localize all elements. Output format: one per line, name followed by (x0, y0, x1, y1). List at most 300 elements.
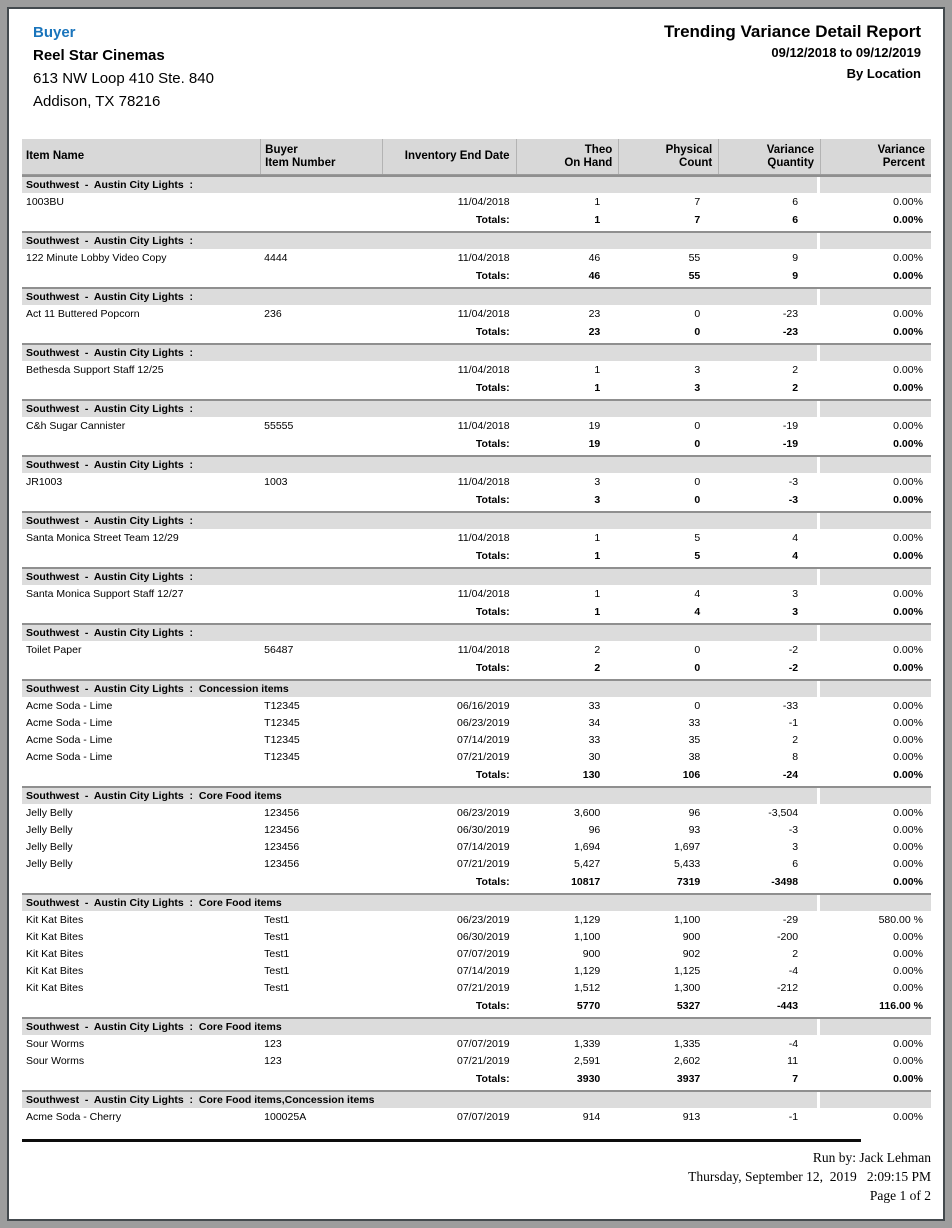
cell-buyer-item-number: T12345 (264, 699, 300, 712)
cell-variance-percent: 0.00% (893, 750, 923, 763)
cell-variance-percent: 0.00% (893, 964, 923, 977)
cell-item-name: Santa Monica Street Team 12/29 (26, 531, 179, 544)
totals-theo-on-hand: 130 (582, 768, 601, 781)
group-header-label: Southwest - Austin City Lights : (26, 179, 194, 191)
group-header-cell-variance-percent (820, 401, 931, 417)
cell-variance-percent: 0.00% (893, 363, 923, 376)
column-header-label: Variance (766, 143, 815, 156)
group-header-cell-variance-percent (820, 681, 931, 697)
group-header-label: Southwest - Austin City Lights : Core Food items (26, 897, 282, 909)
cell-inventory-end-date: 11/04/2018 (457, 531, 510, 544)
report-group (22, 567, 931, 621)
cell-inventory-end-date: 07/14/2019 (457, 733, 510, 746)
group-header-label: Southwest - Austin City Lights : Core Food items (26, 1021, 282, 1033)
cell-buyer-item-number: 4444 (264, 251, 288, 264)
totals-variance-quantity: -3 (788, 493, 799, 506)
cell-buyer-item-number: T12345 (264, 716, 300, 729)
cell-physical-count: 1,125 (673, 964, 701, 977)
totals-physical-count: 0 (694, 661, 701, 674)
totals-variance-percent: 0.00% (893, 381, 923, 394)
totals-variance-quantity: -2 (788, 661, 799, 674)
cell-buyer-item-number: Test1 (264, 930, 290, 943)
cell-physical-count: 55 (688, 251, 701, 264)
cell-theo-on-hand: 46 (588, 251, 601, 264)
totals-theo-on-hand: 10817 (571, 875, 601, 888)
group-header-label: Southwest - Austin City Lights : Core Food items,Concession items (26, 1094, 375, 1106)
cell-variance-quantity: 2 (792, 363, 799, 376)
totals-variance-quantity: -19 (782, 437, 799, 450)
totals-physical-count: 0 (694, 437, 701, 450)
cell-buyer-item-number: 56487 (264, 643, 294, 656)
table-row (22, 911, 931, 928)
report-title-block (664, 21, 921, 113)
table-row (22, 585, 931, 602)
report-group (22, 455, 931, 509)
cell-variance-quantity: -1 (788, 716, 799, 729)
group-header-cell (22, 1092, 817, 1108)
group-header-row (22, 788, 931, 804)
report-grouping: By Location (846, 66, 921, 81)
table-row (22, 529, 931, 546)
cell-theo-on-hand: 3 (594, 475, 601, 488)
cell-variance-percent: 0.00% (893, 251, 923, 264)
cell-item-name: Acme Soda - Lime (26, 733, 113, 746)
cell-buyer-item-number: 123456 (264, 840, 300, 853)
group-header-row (22, 513, 931, 529)
cell-theo-on-hand: 1 (594, 587, 601, 600)
cell-variance-quantity: 8 (792, 750, 799, 763)
cell-buyer-item-number: T12345 (264, 733, 300, 746)
totals-variance-percent: 0.00% (893, 493, 923, 506)
cell-inventory-end-date: 06/23/2019 (457, 716, 510, 729)
cell-variance-quantity: -4 (788, 1037, 799, 1050)
group-header-row (22, 1019, 931, 1035)
group-header-cell-variance-percent (820, 513, 931, 529)
cell-physical-count: 96 (688, 806, 701, 819)
cell-inventory-end-date: 06/23/2019 (457, 913, 510, 926)
cell-item-name: Jelly Belly (26, 857, 73, 870)
totals-label: Totals: (475, 768, 510, 781)
cell-item-name: C&h Sugar Cannister (26, 419, 126, 432)
cell-physical-count: 913 (682, 1110, 701, 1123)
cell-variance-quantity: -212 (777, 981, 799, 994)
cell-theo-on-hand: 5,427 (573, 857, 601, 870)
cell-theo-on-hand: 33 (588, 733, 601, 746)
report-group (22, 1017, 931, 1088)
totals-variance-percent: 0.00% (893, 325, 923, 338)
totals-row (22, 996, 931, 1015)
cell-theo-on-hand: 1,339 (573, 1037, 601, 1050)
table-header-row (22, 139, 931, 175)
cell-variance-quantity: -200 (777, 930, 799, 943)
cell-physical-count: 1,300 (673, 981, 701, 994)
cell-inventory-end-date: 11/04/2018 (457, 307, 510, 320)
totals-physical-count: 3937 (676, 1072, 701, 1085)
cell-inventory-end-date: 11/04/2018 (457, 587, 510, 600)
table-row (22, 748, 931, 765)
totals-variance-percent: 0.00% (893, 661, 923, 674)
group-header-label: Southwest - Austin City Lights : (26, 627, 194, 639)
buyer-block (33, 21, 214, 113)
cell-theo-on-hand: 1,129 (573, 964, 601, 977)
cell-item-name: Jelly Belly (26, 806, 73, 819)
buyer-label: Buyer (33, 24, 76, 41)
cell-physical-count: 0 (694, 419, 701, 432)
buyer-name: Reel Star Cinemas (33, 47, 165, 64)
cell-inventory-end-date: 11/04/2018 (457, 643, 510, 656)
cell-physical-count: 902 (682, 947, 701, 960)
cell-item-name: Kit Kat Bites (26, 930, 84, 943)
cell-theo-on-hand: 1,100 (573, 930, 601, 943)
table-row (22, 838, 931, 855)
table-row (22, 1108, 931, 1125)
cell-item-name: Act 11 Buttered Popcorn (26, 307, 140, 320)
table-row (22, 731, 931, 748)
cell-physical-count: 93 (688, 823, 701, 836)
cell-variance-quantity: -3 (788, 823, 799, 836)
column-header-item-name (22, 139, 260, 174)
cell-item-name: Bethesda Support Staff 12/25 (26, 363, 164, 376)
cell-variance-percent: 0.00% (893, 587, 923, 600)
cell-item-name: Santa Monica Support Staff 12/27 (26, 587, 184, 600)
group-header-row (22, 233, 931, 249)
cell-inventory-end-date: 06/30/2019 (457, 823, 510, 836)
cell-buyer-item-number: 123 (264, 1054, 282, 1067)
column-header-label: Percent (882, 156, 925, 169)
cell-variance-quantity: -3,504 (768, 806, 799, 819)
cell-variance-percent: 0.00% (893, 857, 923, 870)
cell-variance-percent: 0.00% (893, 531, 923, 544)
totals-variance-percent: 0.00% (893, 213, 923, 226)
totals-physical-count: 3 (694, 381, 701, 394)
cell-buyer-item-number: 236 (264, 307, 282, 320)
cell-variance-percent: 0.00% (893, 699, 923, 712)
totals-physical-count: 55 (688, 269, 701, 282)
column-header-label: Item Number (265, 156, 336, 169)
group-header-cell-variance-percent (820, 177, 931, 193)
group-header-row (22, 681, 931, 697)
group-header-label: Southwest - Austin City Lights : (26, 515, 194, 527)
cell-buyer-item-number: Test1 (264, 947, 290, 960)
totals-theo-on-hand: 2 (594, 661, 601, 674)
cell-physical-count: 0 (694, 307, 701, 320)
totals-label: Totals: (475, 269, 510, 282)
report-group (22, 623, 931, 677)
report-header (9, 9, 943, 113)
cell-variance-percent: 0.00% (893, 981, 923, 994)
cell-buyer-item-number: 123456 (264, 806, 300, 819)
cell-variance-percent: 0.00% (893, 195, 923, 208)
cell-inventory-end-date: 06/23/2019 (457, 806, 510, 819)
totals-variance-quantity: 9 (792, 269, 799, 282)
cell-inventory-end-date: 07/21/2019 (457, 750, 510, 763)
totals-variance-percent: 0.00% (893, 605, 923, 618)
group-header-label: Southwest - Austin City Lights : (26, 403, 194, 415)
totals-physical-count: 5 (694, 549, 701, 562)
totals-theo-on-hand: 1 (594, 213, 601, 226)
cell-item-name: Acme Soda - Lime (26, 716, 113, 729)
cell-item-name: Kit Kat Bites (26, 947, 84, 960)
totals-physical-count: 4 (694, 605, 701, 618)
group-header-cell (22, 457, 817, 473)
totals-theo-on-hand: 1 (594, 605, 601, 618)
cell-theo-on-hand: 2 (594, 643, 601, 656)
cell-theo-on-hand: 2,591 (573, 1054, 601, 1067)
totals-label: Totals: (475, 437, 510, 450)
cell-buyer-item-number: T12345 (264, 750, 300, 763)
cell-variance-quantity: -3 (788, 475, 799, 488)
column-header-label: Quantity (767, 156, 815, 169)
table-row (22, 697, 931, 714)
group-header-cell-variance-percent (820, 345, 931, 361)
cell-physical-count: 38 (688, 750, 701, 763)
totals-variance-quantity: -3498 (771, 875, 799, 888)
report-group (22, 399, 931, 453)
cell-theo-on-hand: 914 (582, 1110, 601, 1123)
group-header-label: Southwest - Austin City Lights : (26, 347, 194, 359)
group-header-cell-variance-percent (820, 457, 931, 473)
cell-physical-count: 33 (688, 716, 701, 729)
cell-variance-quantity: 6 (792, 857, 799, 870)
cell-variance-quantity: -23 (782, 307, 799, 320)
totals-row (22, 210, 931, 229)
table-row (22, 979, 931, 996)
cell-theo-on-hand: 34 (588, 716, 601, 729)
column-header-theo-on-hand (516, 139, 619, 174)
totals-theo-on-hand: 3 (594, 493, 601, 506)
cell-item-name: JR1003 (26, 475, 63, 488)
cell-theo-on-hand: 1,512 (573, 981, 601, 994)
cell-item-name: Acme Soda - Cherry (26, 1110, 122, 1123)
totals-variance-quantity: 4 (792, 549, 799, 562)
buyer-address-line-1: 613 NW Loop 410 Ste. 840 (33, 70, 214, 87)
group-header-cell (22, 289, 817, 305)
totals-theo-on-hand: 23 (588, 325, 601, 338)
cell-inventory-end-date: 07/21/2019 (457, 857, 510, 870)
cell-inventory-end-date: 07/07/2019 (457, 947, 510, 960)
cell-variance-percent: 0.00% (893, 947, 923, 960)
group-header-cell (22, 895, 817, 911)
group-header-cell (22, 345, 817, 361)
report-group (22, 786, 931, 891)
cell-variance-percent: 580.00 % (878, 913, 923, 926)
column-header-variance-percent (820, 139, 931, 174)
cell-item-name: Jelly Belly (26, 840, 73, 853)
cell-physical-count: 5 (694, 531, 701, 544)
group-header-row (22, 457, 931, 473)
totals-theo-on-hand: 19 (588, 437, 601, 450)
table-row (22, 804, 931, 821)
totals-row (22, 872, 931, 891)
totals-physical-count: 106 (682, 768, 701, 781)
column-header-label: Variance (877, 143, 925, 156)
table-row (22, 305, 931, 322)
cell-buyer-item-number: 123456 (264, 823, 300, 836)
footer-run-by: Run by: Jack Lehman (812, 1150, 931, 1165)
cell-inventory-end-date: 11/04/2018 (457, 363, 510, 376)
totals-variance-percent: 0.00% (893, 549, 923, 562)
report-group (22, 1090, 931, 1125)
cell-physical-count: 1,335 (673, 1037, 701, 1050)
cell-item-name: Toilet Paper (26, 643, 82, 656)
table-row (22, 714, 931, 731)
cell-inventory-end-date: 07/07/2019 (457, 1037, 510, 1050)
totals-variance-percent: 0.00% (893, 875, 923, 888)
cell-physical-count: 4 (694, 587, 701, 600)
table-row (22, 1052, 931, 1069)
totals-physical-count: 0 (694, 325, 701, 338)
report-group (22, 231, 931, 285)
cell-theo-on-hand: 1 (594, 531, 601, 544)
report-group (22, 679, 931, 784)
cell-item-name: 122 Minute Lobby Video Copy (26, 251, 167, 264)
cell-item-name: Kit Kat Bites (26, 964, 84, 977)
cell-variance-quantity: -33 (782, 699, 799, 712)
cell-item-name: 1003BU (26, 195, 64, 208)
cell-physical-count: 3 (694, 363, 701, 376)
group-header-row (22, 1092, 931, 1108)
group-header-cell (22, 788, 817, 804)
totals-variance-percent: 0.00% (893, 768, 923, 781)
totals-theo-on-hand: 1 (594, 549, 601, 562)
group-header-cell (22, 1019, 817, 1035)
column-header-inventory-end-date (382, 139, 516, 174)
column-header-physical-count (618, 139, 718, 174)
group-header-cell (22, 513, 817, 529)
totals-row (22, 1069, 931, 1088)
totals-row (22, 490, 931, 509)
cell-variance-quantity: 2 (792, 947, 799, 960)
table-row (22, 249, 931, 266)
group-header-cell (22, 569, 817, 585)
group-header-cell (22, 625, 817, 641)
report-group (22, 893, 931, 1015)
totals-label: Totals: (475, 661, 510, 674)
cell-inventory-end-date: 11/04/2018 (457, 251, 510, 264)
totals-variance-quantity: 2 (792, 381, 799, 394)
totals-variance-quantity: 6 (792, 213, 799, 226)
column-header-buyer-item-number (260, 139, 382, 174)
cell-variance-quantity: 2 (792, 733, 799, 746)
group-header-label: Southwest - Austin City Lights : (26, 459, 194, 471)
totals-label: Totals: (475, 381, 510, 394)
group-header-cell-variance-percent (820, 569, 931, 585)
cell-buyer-item-number: 100025A (264, 1110, 307, 1123)
cell-theo-on-hand: 30 (588, 750, 601, 763)
cell-variance-quantity: -19 (782, 419, 799, 432)
cell-physical-count: 1,100 (673, 913, 701, 926)
report-group (22, 287, 931, 341)
cell-buyer-item-number: Test1 (264, 981, 290, 994)
cell-variance-percent: 0.00% (893, 1037, 923, 1050)
cell-inventory-end-date: 07/14/2019 (457, 964, 510, 977)
cell-variance-percent: 0.00% (893, 475, 923, 488)
totals-variance-quantity: -443 (777, 999, 799, 1012)
group-header-cell (22, 401, 817, 417)
cell-variance-quantity: 4 (792, 531, 799, 544)
totals-label: Totals: (475, 1072, 510, 1085)
cell-item-name: Sour Worms (26, 1037, 85, 1050)
cell-theo-on-hand: 1 (594, 195, 601, 208)
totals-row (22, 546, 931, 565)
report-group (22, 175, 931, 229)
column-header-variance-quantity (718, 139, 820, 174)
table-row (22, 641, 931, 658)
totals-variance-quantity: 3 (792, 605, 799, 618)
report-date-range: 09/12/2018 to 09/12/2019 (771, 45, 921, 60)
totals-row (22, 434, 931, 453)
totals-label: Totals: (475, 549, 510, 562)
column-header-label: Buyer (265, 143, 298, 156)
buyer-address-line-2: Addison, TX 78216 (33, 93, 161, 110)
totals-variance-quantity: -24 (782, 768, 799, 781)
cell-physical-count: 7 (694, 195, 701, 208)
group-header-row (22, 289, 931, 305)
table-row (22, 473, 931, 490)
cell-variance-percent: 0.00% (893, 643, 923, 656)
cell-variance-percent: 0.00% (893, 733, 923, 746)
report-title: Trending Variance Detail Report (664, 22, 921, 41)
cell-theo-on-hand: 33 (588, 699, 601, 712)
cell-variance-percent: 0.00% (893, 930, 923, 943)
report-footer (22, 1139, 931, 1205)
footer-divider (22, 1139, 861, 1142)
cell-physical-count: 5,433 (673, 857, 701, 870)
report-page (7, 7, 945, 1221)
column-header-label: Theo (584, 143, 613, 156)
cell-physical-count: 0 (694, 643, 701, 656)
totals-label: Totals: (475, 999, 510, 1012)
column-header-label: Count (679, 156, 713, 169)
group-header-label: Southwest - Austin City Lights : Concession items (26, 683, 289, 695)
table-row (22, 945, 931, 962)
cell-buyer-item-number: Test1 (264, 913, 290, 926)
cell-variance-percent: 0.00% (893, 1054, 923, 1067)
totals-variance-quantity: -23 (782, 325, 799, 338)
cell-inventory-end-date: 11/04/2018 (457, 419, 510, 432)
cell-theo-on-hand: 1 (594, 363, 601, 376)
cell-inventory-end-date: 06/16/2019 (457, 699, 510, 712)
table-row (22, 962, 931, 979)
cell-variance-percent: 0.00% (893, 419, 923, 432)
group-header-cell-variance-percent (820, 289, 931, 305)
cell-variance-percent: 0.00% (893, 1110, 923, 1123)
column-header-label: Inventory End Date (404, 150, 510, 162)
totals-row (22, 322, 931, 341)
totals-theo-on-hand: 46 (588, 269, 601, 282)
totals-theo-on-hand: 1 (594, 381, 601, 394)
group-header-cell-variance-percent (820, 1019, 931, 1035)
cell-item-name: Kit Kat Bites (26, 913, 84, 926)
report-group (22, 343, 931, 397)
cell-theo-on-hand: 96 (588, 823, 601, 836)
cell-physical-count: 2,602 (673, 1054, 701, 1067)
group-header-row (22, 895, 931, 911)
table-row (22, 361, 931, 378)
table-row (22, 855, 931, 872)
totals-row (22, 378, 931, 397)
cell-theo-on-hand: 23 (588, 307, 601, 320)
cell-theo-on-hand: 1,129 (573, 913, 601, 926)
group-header-label: Southwest - Austin City Lights : (26, 291, 194, 303)
cell-item-name: Jelly Belly (26, 823, 73, 836)
group-header-row (22, 625, 931, 641)
cell-theo-on-hand: 900 (582, 947, 601, 960)
totals-label: Totals: (475, 213, 510, 226)
group-header-cell (22, 681, 817, 697)
table-row (22, 417, 931, 434)
table-row (22, 193, 931, 210)
